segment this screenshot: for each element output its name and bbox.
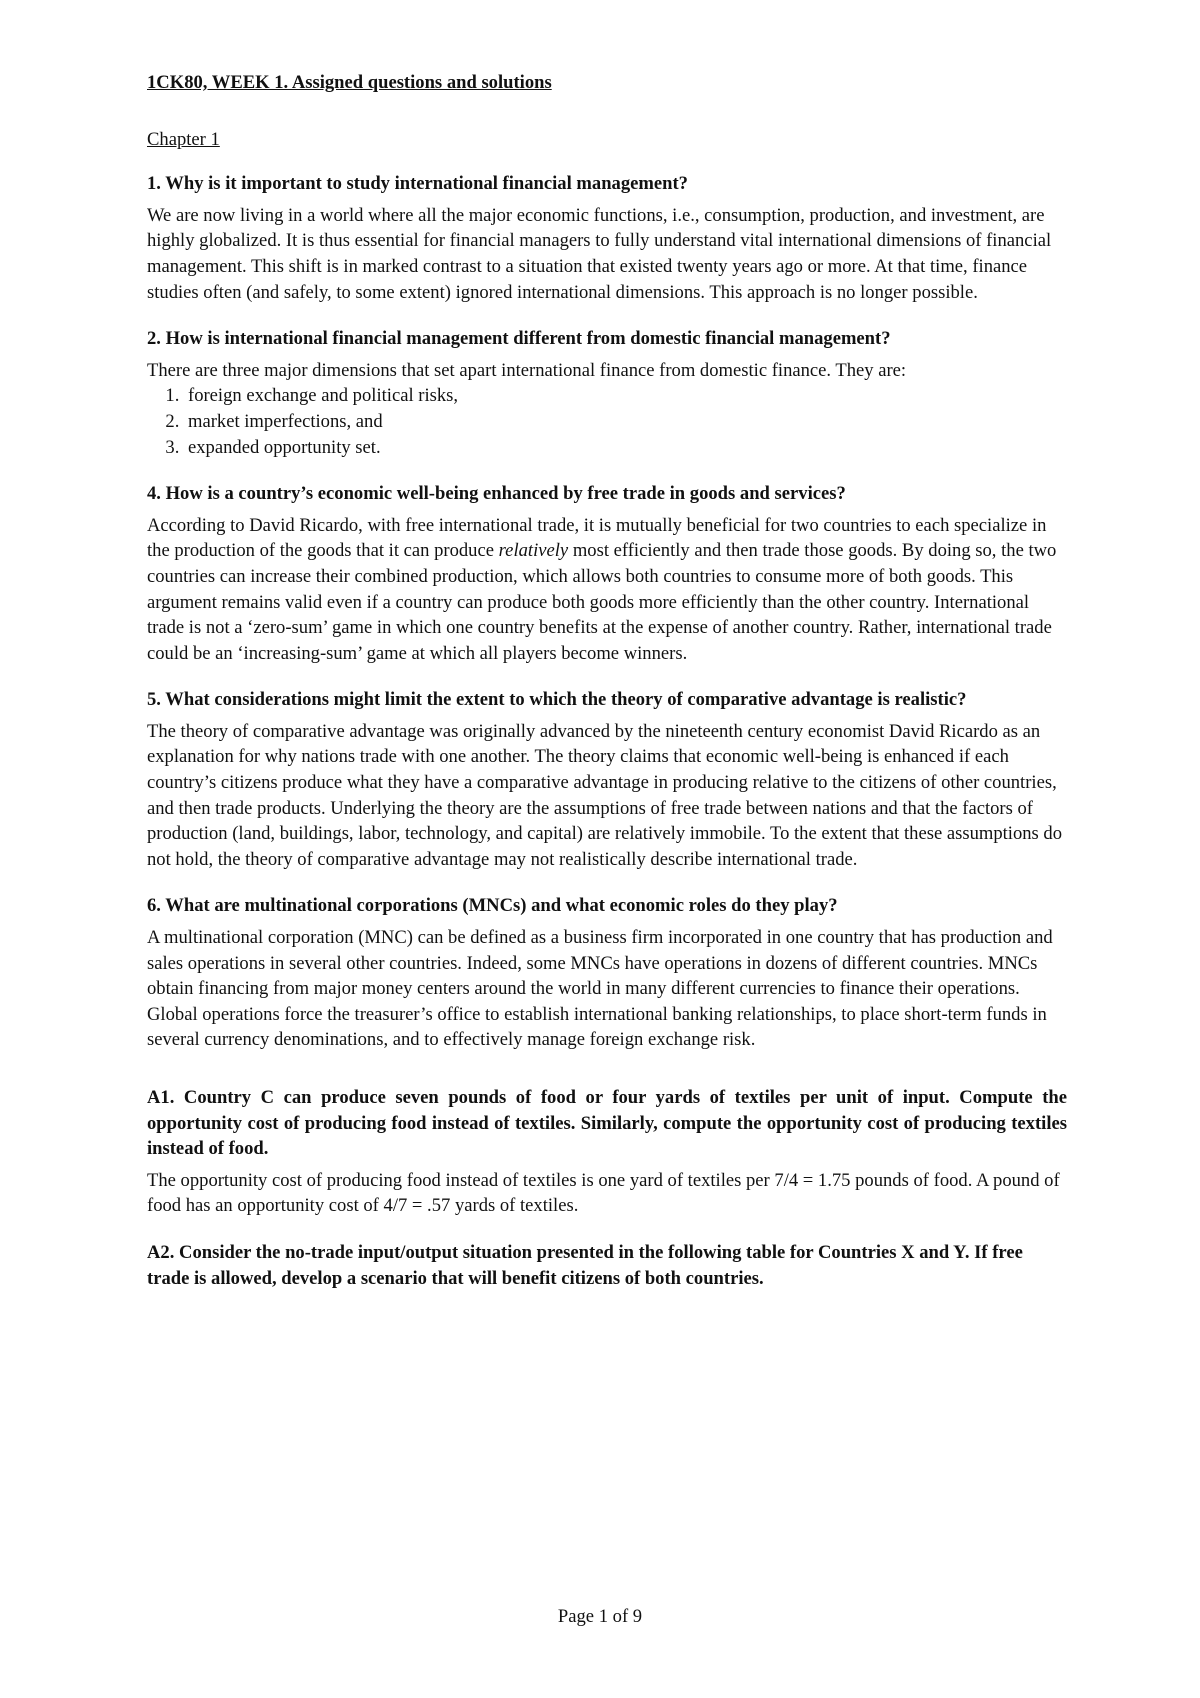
document-title: 1CK80, WEEK 1. Assigned questions and solutions [147, 72, 552, 93]
list-item: 2. market imperfections, and [184, 409, 1067, 435]
answer-4-part-2: most efficiently and then trade those goods. By doing so, the two countries can increase their combined production, which allows both countries to consume more of both goods. This argument remains valid even if a country can produce both goods more efficiently than the other country. International trade is not a ‘zero-sum’ game in which one country benefits at the expense of another country. Rather, international trade could be an ‘increasing-sum’ game at which all players become winners. [147, 540, 1057, 664]
page-number: Page 1 of 9 [557, 1606, 643, 1627]
problem-a1 [147, 1085, 1067, 1219]
answer-4-part-1: According to David Ricardo, with free international trade, it is mutually beneficial for two countries to each specialize in the production of the goods that it can produce [147, 514, 1047, 562]
chapter-heading: Chapter 1 [147, 128, 220, 150]
question-a1: A1. Country C can produce seven pounds of food or four yards of textiles per unit of input. Compute the opportunity cost of producing food instead of textiles. Similarly, compute the opportunity cost of producing textiles instead of food. [147, 1087, 1067, 1160]
question-4: 4. How is a country’s economic well-being enhanced by free trade in goods and services? [147, 483, 846, 505]
list-item: 1. foreign exchange and political risks, [184, 383, 1067, 409]
question-2: 2. How is international financial management different from domestic financial management? [147, 328, 891, 350]
answer-2: There are three major dimensions that set apart international finance from domestic finance. They are: [147, 359, 907, 381]
dimensions-list [147, 383, 1067, 460]
answer-a1: The opportunity cost of producing food instead of textiles is one yard of textiles per 7/4 = 1.75 pounds of food. A pound of food has an opportunity cost of 4/7 = .57 yards of textiles. [147, 1169, 1060, 1217]
answer-1: We are now living in a world where all the major economic functions, i.e., consumption, production, and investment, are highly globalized. It is thus essential for financial managers to fully understand vital international dimensions of financial management. This shift is in marked contrast to a situation that existed twenty years ago or more. At that time, finance studies often (and safely, to some extent) ignored international dimensions. This approach is no longer possible. [147, 204, 1052, 303]
question-1: 1. Why is it important to study international financial management? [147, 173, 688, 195]
question-5: 5. What considerations might limit the extent to which the theory of comparative advantage is realistic? [147, 689, 967, 711]
list-item: 3. expanded opportunity set. [184, 435, 1067, 461]
answer-4 [147, 513, 1067, 667]
answer-6: A multinational corporation (MNC) can be defined as a business firm incorporated in one country that has production and sales operations in several other countries. Indeed, some MNCs have operations in dozens of different countries. MNCs obtain financing from major money centers around the world in many different currencies to finance their operations. Global operations force the treasurer’s office to establish international banking relationships, to place short-term funds in several currency denominations, and to effectively manage foreign exchange risk. [147, 927, 1053, 1051]
question-a2: A2. Consider the no-trade input/output situation presented in the following table for Countries X and Y. If free trade is allowed, develop a scenario that will benefit citizens of both countries. [147, 1241, 1023, 1289]
answer-4-emphasis: relatively [498, 540, 569, 562]
question-6: 6. What are multinational corporations (MNCs) and what economic roles do they play? [147, 895, 838, 917]
answer-5: The theory of comparative advantage was originally advanced by the nineteenth century economist David Ricardo as an explanation for why nations trade with one another. The theory claims that economic well-being is enhanced if each country’s citizens produce what they have a comparative advantage in producing relative to the citizens of other countries, and then trade products. Underlying the theory are the assumptions of free trade between nations and that the factors of production (land, buildings, labor, technology, and capital) are relatively immobile. To the extent that these assumptions do not hold, the theory of comparative advantage may not realistically describe international trade. [147, 720, 1063, 870]
document-body [147, 70, 1067, 1297]
